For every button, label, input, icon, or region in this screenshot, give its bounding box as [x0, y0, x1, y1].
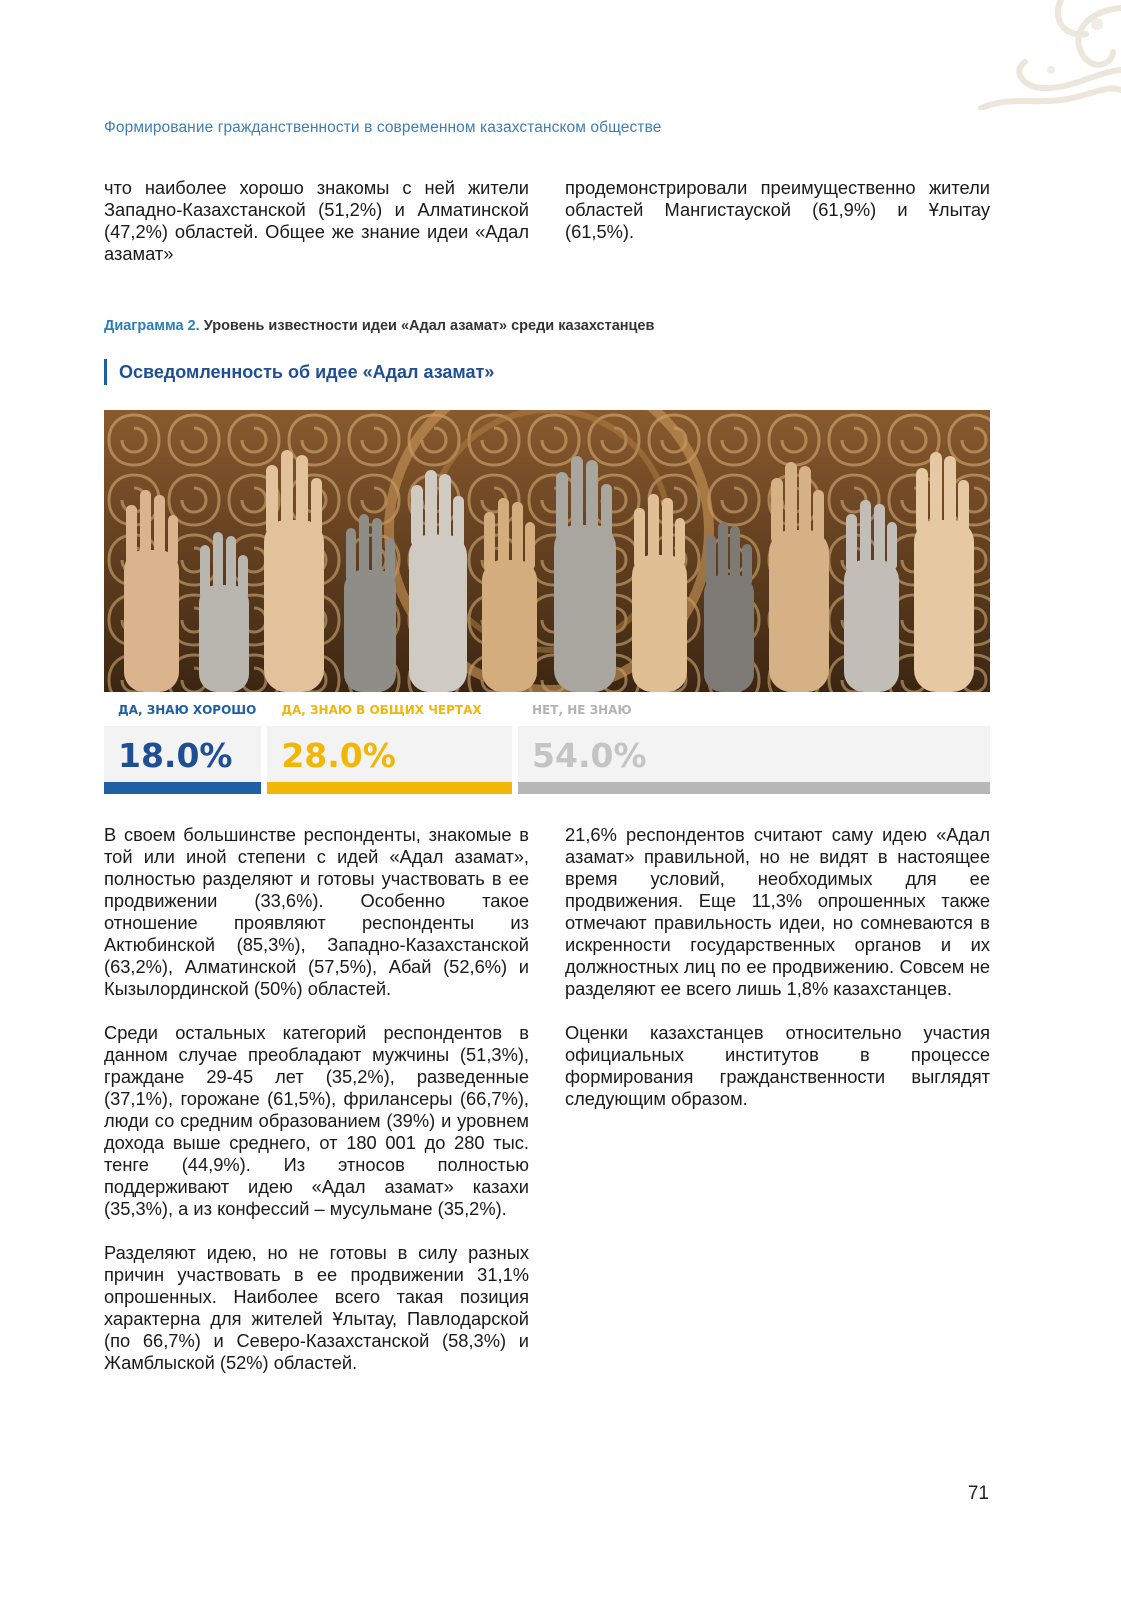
corner-ornament — [921, 0, 1121, 110]
chart-bar-stripe — [267, 782, 512, 794]
chart-category-labels — [104, 703, 990, 721]
chart-bars — [104, 726, 990, 794]
chart-category-label: НЕТ, НЕ ЗНАЮ — [532, 703, 632, 717]
body-left-column — [104, 824, 529, 1374]
raised-hands-illustration — [104, 410, 990, 692]
chart-bar-3 — [518, 726, 990, 794]
figure-caption-label: Диаграмма 2. — [104, 318, 200, 334]
body-paragraph: Разделяют идею, но не готовы в силу разных причин участвовать в ее продвижении 31,1% опрошенных. Наиболее всего такая позиция характерна для жителей Ұлытау, Павлодарской (по 66,7%) и Северо-Казахстанской (58,3%) и Жамблыской (52%) областей. — [104, 1242, 529, 1373]
body-paragraph: Среди остальных категорий респондентов в данном случае преобладают мужчины (51,3%), граждане 29-45 лет (35,2%), разведенные (37,1%), горожане (61,5%), фрилансеры (66,7%), люди со средним образованием (39%) и уровнем дохода выше среднего, от 180 001 до 280 тыс. тенге (44,9%). Из этносов полностью поддерживают идею «Адал азамат» казахи (35,3%), а из конфессий – мусульмане (35,2%). — [104, 1022, 529, 1219]
intro-left-column — [104, 177, 529, 265]
body-paragraph: В своем большинстве респонденты, знакомые в той или иной степени с идей «Адал азамат», полностью разделяют и готовы участвовать в ее продвижении (33,6%). Особенно такое отношение проявляют респонденты из Актюбинской (85,3%), Западно-Казахстанской (63,2%), Алматинской (57,5%), Абай (52,6%) и Кызылординской (50%) областей. — [104, 824, 529, 999]
chart-value-label: 18.0% — [118, 736, 233, 775]
chart-bar-stripe — [104, 782, 261, 794]
chart-bar-2 — [267, 726, 512, 794]
intro-right-column — [565, 177, 990, 243]
chart-section-title: Осведомленность об идее «Адал азамат» — [104, 359, 494, 385]
intro-left-paragraph: что наиболее хорошо знакомы с ней жители Западно-Казахстанской (51,2%) и Алматинской (47,2%) областей. Общее же знание идеи «Адал азамат» — [104, 177, 529, 264]
intro-right-paragraph: продемонстрировали преимущественно жители областей Мангистауской (61,9%) и Ұлытау (61,5%). — [565, 177, 990, 242]
figure-caption-text: Уровень известности идеи «Адал азамат» среди казахстанцев — [203, 318, 655, 334]
body-paragraph: 21,6% респондентов считают саму идею «Адал азамат» правильной, но не видят в настоящее время условий, необходимых для ее продвижения. Еще 11,3% опрошенных также отмечают правильность идеи, но сомневаются в искренности государственных органов и их должностных лиц по ее продвижению. Совсем не разделяют ее всего лишь 1,8% казахстанцев. — [565, 824, 990, 999]
chart-bar-stripe — [518, 782, 990, 794]
body-right-column — [565, 824, 990, 1110]
figure-caption — [104, 318, 654, 334]
chart-category-label: ДА, ЗНАЮ ХОРОШО — [118, 703, 257, 717]
chart-value-label: 28.0% — [281, 736, 396, 775]
chart-category-label: ДА, ЗНАЮ В ОБЩИХ ЧЕРТАХ — [281, 703, 482, 717]
chart-value-label: 54.0% — [532, 736, 647, 775]
running-header: Формирование гражданственности в современном казахстанском обществе — [104, 119, 662, 136]
chart-bar-1 — [104, 726, 261, 794]
page-number: 71 — [967, 1483, 989, 1504]
body-paragraph: Оценки казахстанцев относительно участия официальных институтов в процессе формирования гражданственности выглядят следующим образом. — [565, 1022, 990, 1109]
